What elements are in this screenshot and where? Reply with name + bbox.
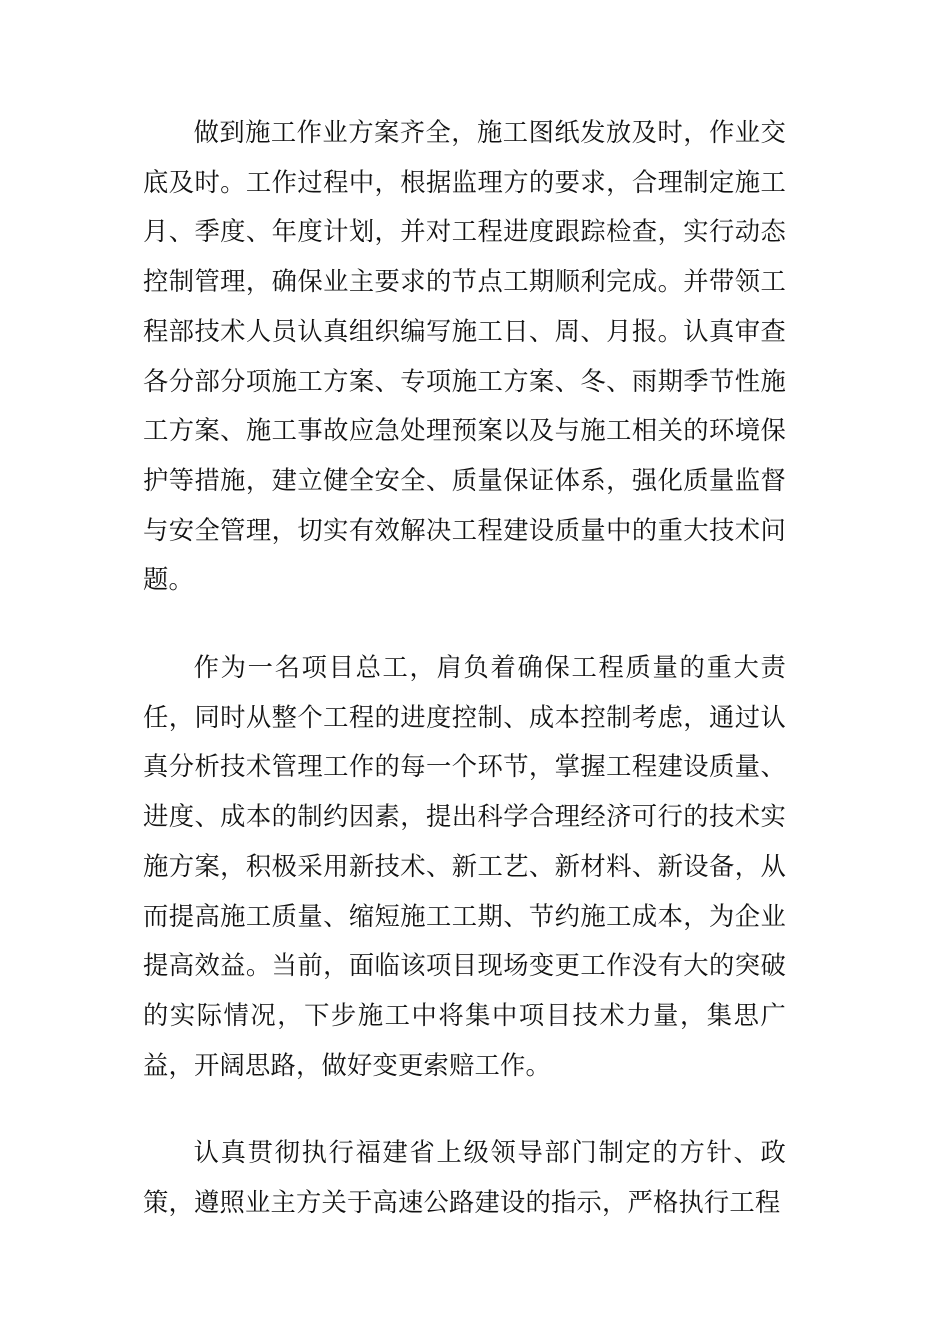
paragraph-3: 认真贯彻执行福建省上级领导部门制定的方针、政策，遵照业主方关于高速公路建设的指示，严格执行工程: [143, 1138, 786, 1218]
document-body: [143, 108, 786, 1228]
paragraph-1: 做到施工作业方案齐全，施工图纸发放及时，作业交底及时。工作过程中，根据监理方的要求，合理制定施工月、季度、年度计划，并对工程进度跟踪检查，实行动态控制管理，确保业主要求的节点工期顺利完成。并带领工程部技术人员认真组织编写施工日、周、月报。认真审查各分部分项施工方案、专项施工方案、冬、雨期季节性施工方案、施工事故应急处理预案以及与施工相关的环境保护等措施，建立健全安全、质量保证体系，强化质量监督与安全管理，切实有效解决工程建设质量中的重大技术问题。: [143, 118, 786, 595]
paragraph-2: 作为一名项目总工，肩负着确保工程质量的重大责任，同时从整个工程的进度控制、成本控制考虑，通过认真分析技术管理工作的每一个环节，掌握工程建设质量、进度、成本的制约因素，提出科学合理经济可行的技术实施方案，积极采用新技术、新工艺、新材料、新设备，从而提高施工质量、缩短施工工期、节约施工成本，为企业提高效益。当前，面临该项目现场变更工作没有大的突破的实际情况，下步施工中将集中项目技术力量，集思广益，开阔思路，做好变更索赔工作。: [143, 653, 786, 1080]
